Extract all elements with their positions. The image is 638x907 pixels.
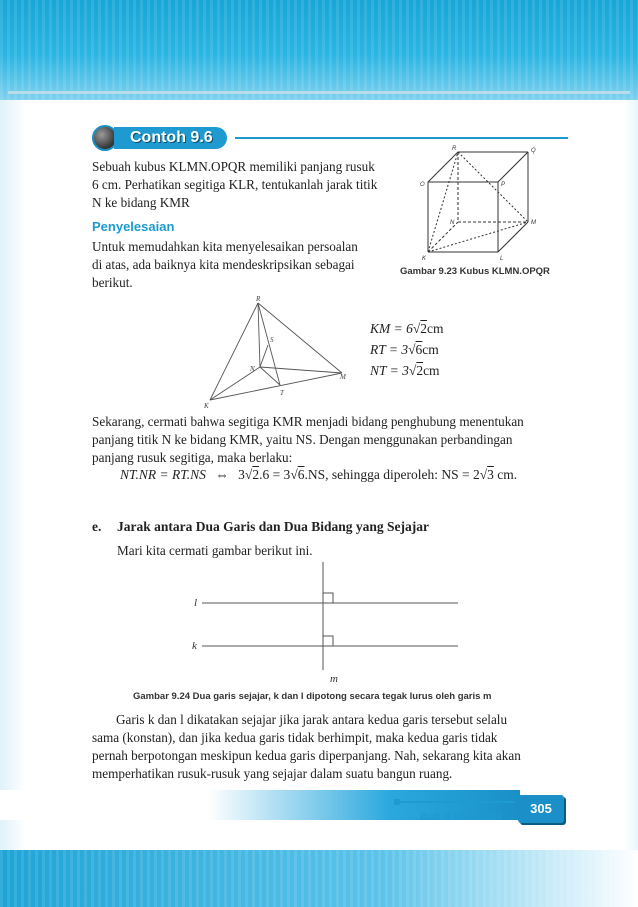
problem-line-1: Sebuah kubus KLMN.OPQR memiliki panjang rusuk (92, 159, 375, 174)
pyramid-label-R: R (256, 295, 261, 303)
line-label-l: l (194, 597, 198, 609)
explanation-line-2: panjang titik N ke bidang KMR, yaitu NS. Dengan menggunakan perbandingan (92, 432, 513, 447)
cube-label-M: M (531, 220, 536, 226)
cube-label-Q: Q (531, 148, 536, 154)
page-edge-right (624, 100, 638, 907)
bottom-banner (0, 850, 638, 907)
pyramid-label-N: N (250, 365, 255, 373)
pyramid-figure (200, 295, 350, 410)
problem-text (92, 158, 392, 212)
closing-line-1: Garis k dan l dikatakan sejajar jika jarak antara kedua garis tersebut selalu (116, 712, 508, 727)
example-rule (235, 137, 568, 139)
page-edge-left (0, 100, 26, 907)
solution-text (92, 238, 392, 292)
cube-label-K: K (422, 256, 427, 262)
measure-list (370, 318, 444, 381)
solution-heading: Penyelesaian (92, 219, 175, 234)
chapter-label: Bab 9 Geometri (420, 811, 502, 823)
footer-rule (395, 801, 515, 803)
closing-line-4: memperhatikan rusuk-rusuk yang sejajar dalam suatu bangun ruang. (92, 766, 453, 781)
problem-line-3: N ke bidang KMR (92, 195, 190, 210)
closing-line-3: pernah berpotongan meskipun kedua garis diperpanjang. Nah, sekarang kita akan (92, 748, 521, 763)
pyramid-label-K: K (204, 402, 209, 410)
section-e-title: Jarak antara Dua Garis dan Dua Bidang yang Sejajar (117, 519, 430, 534)
lines-figure (180, 560, 460, 688)
cube-label-O: O (420, 182, 425, 188)
measure-rt: RT = 3√6cm (370, 342, 439, 357)
section-e-intro: Mari kita cermati gambar berikut ini. (117, 543, 313, 558)
solution-line-2: di atas, ada baiknya kita mendeskripsikan sebagai (92, 257, 355, 272)
closing-text (92, 711, 562, 783)
problem-line-2: 6 cm. Perhatikan segitiga KLR, tentukanlah jarak titik (92, 177, 378, 192)
measure-nt: NT = 3√2cm (370, 363, 440, 378)
line-label-m: m (330, 673, 338, 685)
cube-figure (410, 142, 560, 264)
cube-label-P: P (501, 182, 506, 188)
explanation-line-3: panjang rusuk segitiga, maka berlaku: (92, 450, 293, 465)
page-number: 305 (518, 795, 564, 823)
measure-km: KM = 6√2cm (370, 321, 444, 336)
explanation-text (92, 413, 562, 467)
pyramid-label-M: M (340, 373, 346, 381)
pyramid-label-T: T (280, 389, 284, 397)
cube-label-L: L (500, 256, 504, 262)
example-badge (92, 126, 227, 150)
formula-line: NT.NR = RT.NS ⇔ 3√2.6 = 3√6.NS, sehingga diperoleh: NS = 2√3 cm. (120, 467, 518, 482)
solution-line-3: berikut. (92, 275, 133, 290)
lines-caption: Gambar 9.24 Dua garis sejajar, k dan l dipotong secara tegak lurus oleh garis m (133, 691, 492, 702)
closing-line-2: sama (konstan), dan jika kedua garis tidak berhimpit, maka kedua garis tidak (92, 730, 498, 745)
explanation-line-1: Sekarang, cermati bahwa segitiga KMR menjadi bidang penghubung menentukan (92, 414, 524, 429)
cube-caption: Gambar 9.23 Kubus KLMN.OPQR (400, 266, 550, 277)
line-label-k: k (192, 640, 197, 652)
pyramid-label-S: S (270, 336, 274, 344)
top-banner (0, 0, 638, 100)
example-label: Contoh 9.6 (114, 127, 227, 149)
cube-label-N: N (450, 220, 455, 226)
cube-label-R: R (452, 146, 457, 152)
solution-line-1: Untuk memudahkan kita menyelesaikan persoalan (92, 239, 358, 254)
section-e-letter: e. (92, 519, 102, 534)
